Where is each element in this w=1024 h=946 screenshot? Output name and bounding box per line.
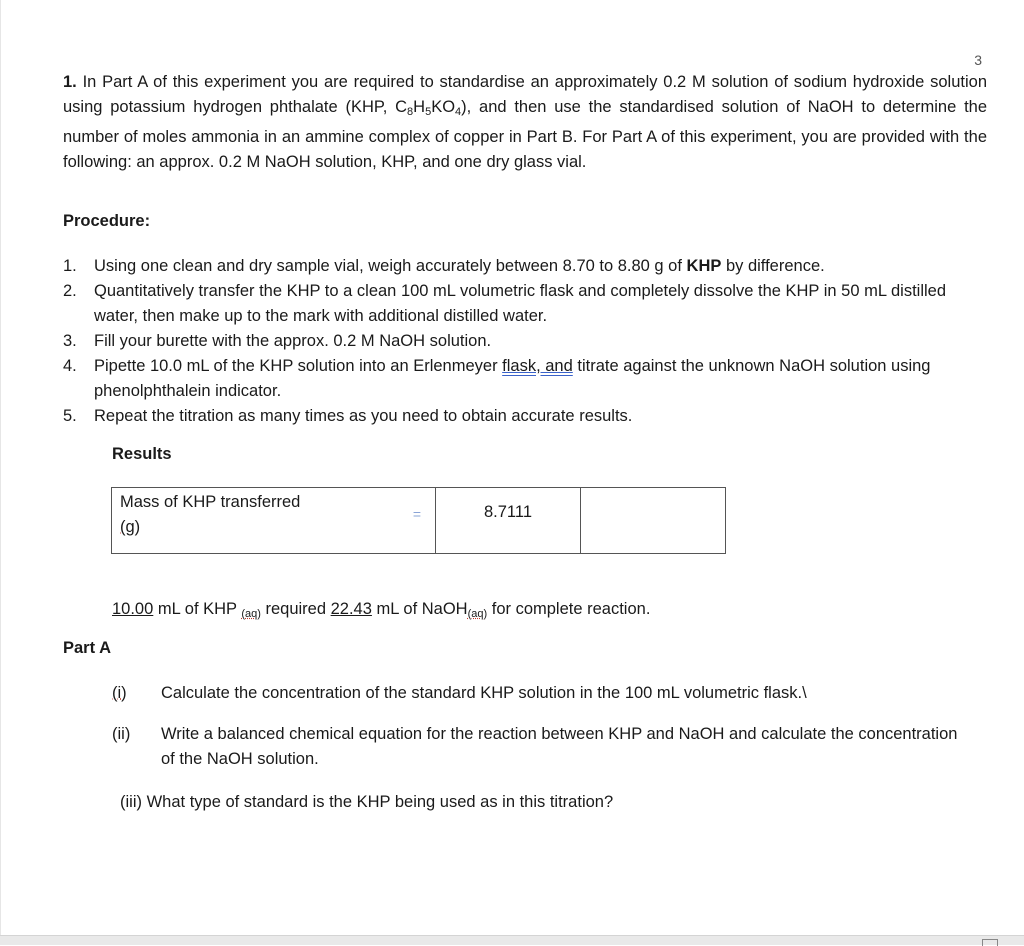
- status-bar: [0, 935, 1024, 945]
- part-a-heading: Part A: [63, 639, 111, 657]
- grammar-flagged-text: flask, and: [502, 357, 573, 375]
- results-table: [111, 487, 726, 554]
- question-ii: (ii) Write a balanced chemical equation for the reaction between KHP and NaOH and calculate the concentration of the NaOH solution.: [112, 725, 958, 768]
- question-number: 1.: [63, 73, 77, 91]
- page-number: 3: [974, 52, 982, 68]
- results-heading: Results: [112, 445, 172, 463]
- table-row: [112, 488, 726, 554]
- titration-result-line: 10.00 mL of KHP $_{(aq)}$ required 22.43 mL of NaOH$_{(aq)}$ for complete reaction.: [112, 600, 651, 620]
- procedure-step: 3. Fill your burette with the approx. 0.2 M NaOH solution.: [63, 332, 492, 350]
- question-i: (i) Calculate the concentration of the standard KHP solution in the 100 mL volumetric flask.\: [112, 684, 807, 702]
- procedure-heading: Procedure:: [63, 212, 151, 230]
- procedure-step: 5. Repeat the titration as many times as you need to obtain accurate results.: [63, 407, 633, 425]
- intro-paragraph: 1. In Part A of this experiment you are required to standardise an approximately 0.2 M solution of sodium hydroxide solution using potassium hydrogen phthalate (KHP, $C_8H_5KO_4$), and then use the standardised solution of NaOH to determine the number of moles ammonia in an ammine complex of copper in Part B. For Part A of this experiment, you are provided with the following: an approx. 0.2 M NaOH solution, KHP, and one dry glass vial.: [63, 73, 988, 171]
- mass-label-cell: Mass of KHP transferred (g) =: [112, 488, 436, 554]
- procedure-step: 4. Pipette 10.0 mL of the KHP solution into an Erlenmeyer flask, and titrate against the unknown NaOH solution using phenolphthalein indicator.: [63, 357, 931, 400]
- procedure-step: 2. Quantitatively transfer the KHP to a clean 100 mL volumetric flask and completely dissolve the KHP in 50 mL distilled water, then make up to the mark with additional distilled water.: [63, 282, 947, 325]
- question-iii: (iii) What type of standard is the KHP being used as in this titration?: [120, 793, 614, 811]
- mass-value-cell[interactable]: 8.7111: [436, 488, 581, 554]
- procedure-step: 1. Using one clean and dry sample vial, weigh accurately between 8.70 to 8.80 g of KHP by difference.: [63, 257, 825, 275]
- empty-cell[interactable]: [581, 488, 726, 554]
- equals-mark: =: [412, 506, 421, 522]
- procedure-list: [63, 254, 987, 429]
